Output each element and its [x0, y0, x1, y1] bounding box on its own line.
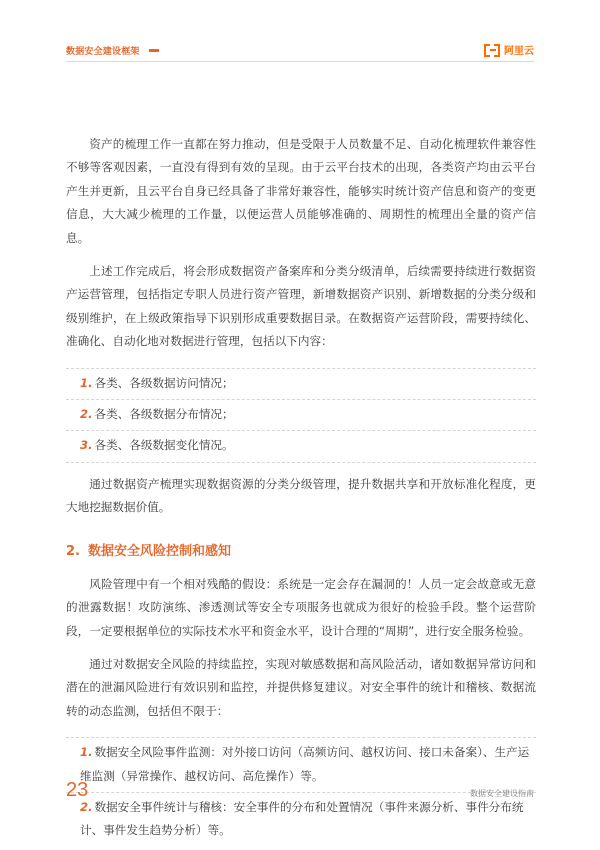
paragraph-1: 资产的梳理工作一直都在努力推动，但是受限于人员数量不足、自动化梳理软件兼容性不够等客观因素，一直没有得到有效的呈现。由于云平台技术的出现，各类资产均由云平台产生并更新，且云平台自身已经具备了非常好兼容性，能够实时统计资产信息和资产的变更信息，大大减少梳理的工作量，以便运营人员能够准确的、周期性的梳理出全量的资产信息。 [66, 137, 536, 245]
section-heading: 2. 数据安全风险控制和感知 [66, 543, 231, 559]
main-content [66, 133, 536, 843]
list-item: 2. 数据安全事件统计与稽核：安全事件的分布和处置情况（事件来源分析、事件分布统计、事件发生趋势分析）等。 [80, 799, 524, 838]
list-1 [66, 368, 536, 463]
list-item: 3. 各类、各级数据变化情况。 [80, 438, 234, 453]
list-item: 1. 各类、各级数据访问情况； [80, 375, 234, 390]
header-accent-dash [149, 49, 159, 52]
list-item: 1. 数据安全风险事件监测：对外接口访问（高频访问、越权访问、接口未备案）、生产运维监测（异常操作、越权访问、高危操作）等。 [80, 745, 530, 783]
list-item: 2. 各类、各级数据分布情况； [80, 407, 234, 422]
paragraph-3: 通过数据资产梳理实现数据资源的分类分级管理，提升数据共享和开放标准化程度，更大地挖掘数据价值。 [66, 476, 536, 515]
header-title: 数据安全建设框架 [66, 47, 140, 57]
page-footer [66, 779, 534, 803]
footer-doc-title: 数据安全建设指南 [470, 789, 534, 798]
page-number: 23 [66, 779, 89, 801]
paragraph-2: 上述工作完成后，将会形成数据资产备案库和分类分级清单，后续需要持续进行数据资产运营管理，包括指定专职人员进行资产管理，新增数据资产识别、新增数据的分类分级和级别维护，在上级政策指导下识别形成重要数据目录。在数据资产运营阶段，需要持续化、准确化、自动化地对数据进行管理，包括以下内容： [66, 264, 536, 349]
header-divider [66, 61, 534, 62]
brand-text: 阿里云 [504, 46, 534, 57]
paragraph-4: 风险管理中有一个相对残酷的假设：系统是一定会存在漏洞的！人员一定会故意或无意的泄露数据！攻防演练、渗透测试等安全专项服务也就成为很好的检验手段。整个运营阶段，一定要根据单位的实际技术水平和资金水平，设计合理的“周期”，进行安全服务检验。 [66, 576, 536, 638]
brand-logo [484, 42, 534, 57]
page-header [66, 42, 534, 60]
paragraph-5: 通过对数据安全风险的持续监控，实现对敏感数据和高风险活动，诸如数据异常访问和潜在的泄漏风险进行有效识别和监控，并提供修复建议。对安全事件的统计和稽核、数据流转的动态监测，包括但不限于： [66, 656, 536, 718]
aliyun-logo-icon [484, 44, 502, 55]
